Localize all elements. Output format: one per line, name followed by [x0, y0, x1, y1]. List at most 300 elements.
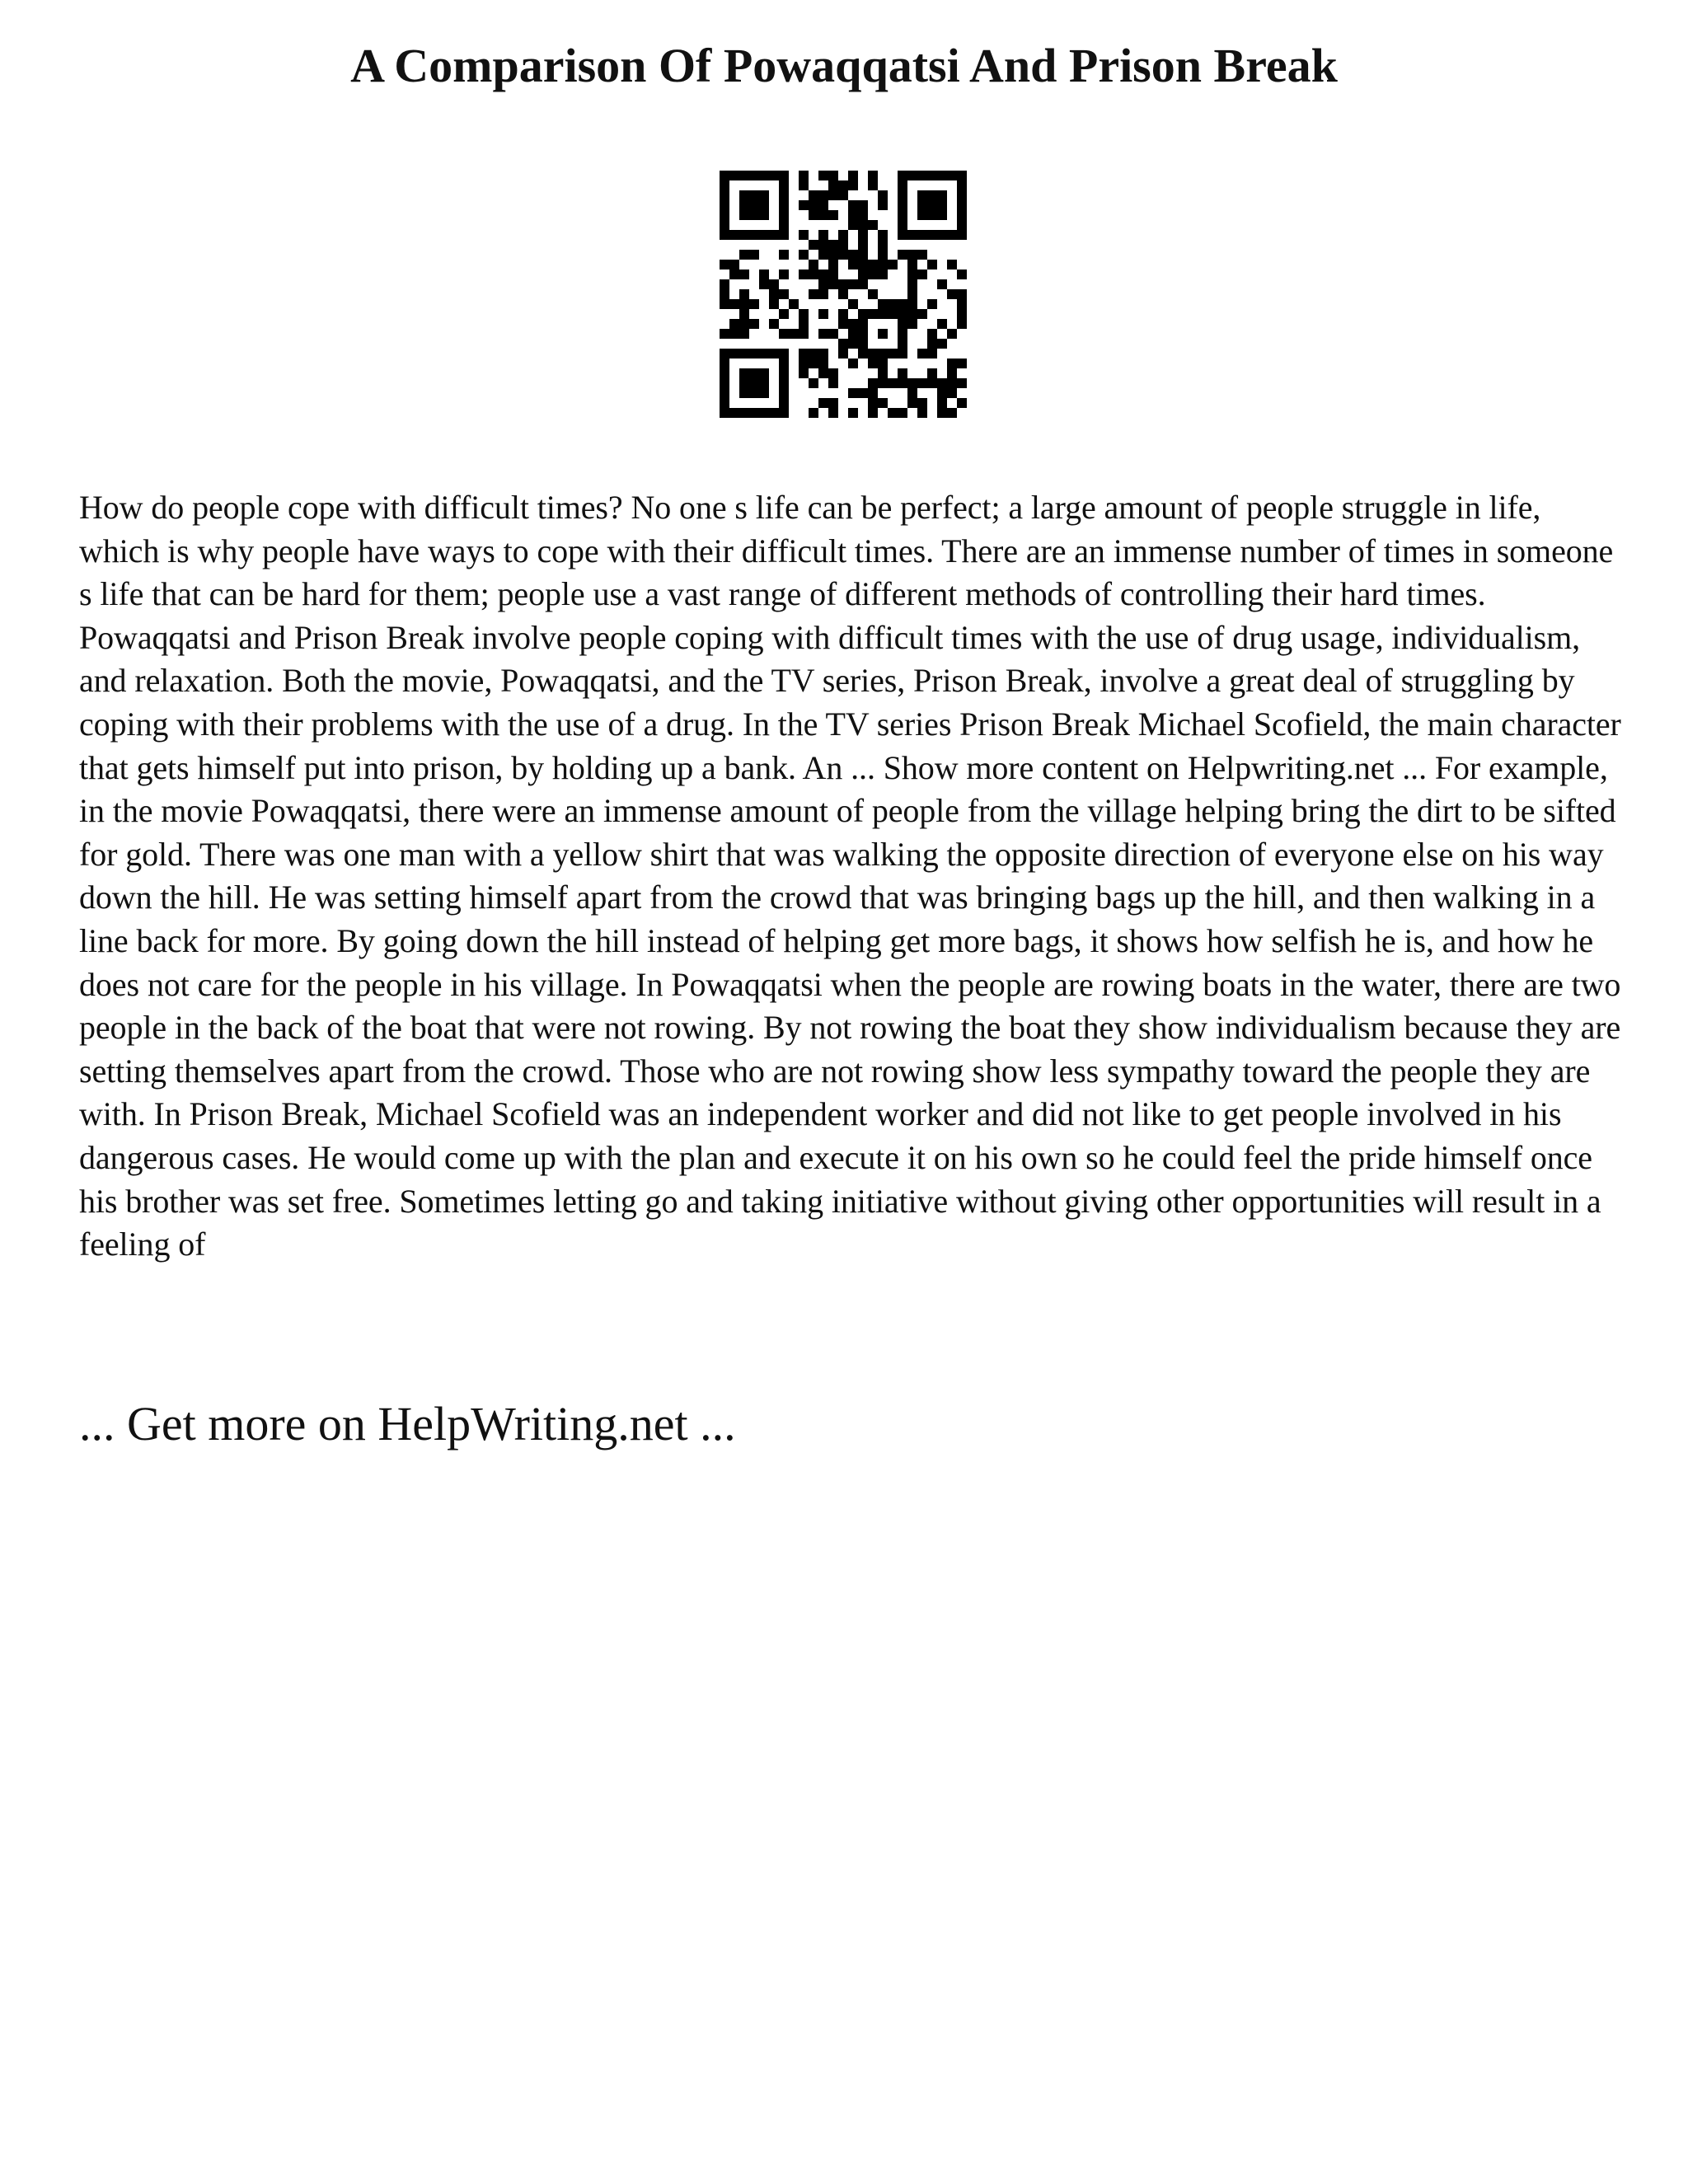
qr-module	[957, 319, 967, 329]
qr-module	[927, 210, 937, 220]
qr-module	[947, 408, 957, 418]
qr-module	[898, 230, 907, 240]
qr-module	[720, 388, 729, 398]
qr-module	[739, 408, 749, 418]
qr-module	[848, 210, 858, 220]
qr-module	[868, 289, 878, 299]
qr-module	[818, 359, 828, 368]
qr-module	[818, 349, 828, 359]
qr-module	[818, 398, 828, 408]
qr-module	[828, 398, 838, 408]
qr-module	[729, 299, 739, 309]
qr-module	[828, 260, 838, 269]
qr-module	[888, 309, 898, 319]
qr-module	[858, 210, 868, 220]
qr-module	[749, 368, 759, 378]
qr-module	[828, 171, 838, 180]
document-title: A Comparison Of Powaqqatsi And Prison Break	[350, 39, 1338, 92]
qr-module	[720, 368, 729, 378]
qr-module	[759, 279, 769, 289]
qr-module	[739, 250, 749, 260]
qr-module	[947, 230, 957, 240]
qr-module	[769, 279, 779, 289]
qr-module	[769, 349, 779, 359]
qr-module	[838, 309, 848, 319]
qr-module	[779, 289, 789, 299]
qr-module	[779, 388, 789, 398]
qr-module	[769, 171, 779, 180]
qr-module	[779, 368, 789, 378]
qr-module	[759, 349, 769, 359]
qr-module	[720, 408, 729, 418]
qr-module	[858, 220, 868, 230]
qr-module	[749, 230, 759, 240]
qr-module	[720, 378, 729, 388]
qr-module	[858, 319, 868, 329]
qr-module	[957, 171, 967, 180]
qr-module	[898, 319, 907, 329]
qr-module	[720, 230, 729, 240]
qr-module	[858, 279, 868, 289]
qr-module	[878, 250, 888, 260]
qr-module	[927, 329, 937, 339]
qr-module	[907, 388, 917, 398]
qr-module	[907, 289, 917, 299]
qr-module	[809, 210, 818, 220]
qr-module	[848, 388, 858, 398]
qr-module	[898, 250, 907, 260]
qr-module	[878, 269, 888, 279]
qr-module	[868, 269, 878, 279]
qr-module	[739, 269, 749, 279]
qr-module	[720, 289, 729, 299]
qr-module	[779, 220, 789, 230]
qr-module	[729, 319, 739, 329]
qr-module	[818, 329, 828, 339]
qr-module	[838, 339, 848, 349]
qr-module	[907, 319, 917, 329]
qr-module	[858, 230, 868, 240]
qr-module	[818, 250, 828, 260]
qr-module	[838, 319, 848, 329]
qr-module	[848, 200, 858, 210]
qr-module	[828, 368, 838, 378]
qr-module	[907, 250, 917, 260]
qr-module	[868, 220, 878, 230]
qr-module	[878, 230, 888, 240]
qr-module	[729, 171, 739, 180]
qr-module	[878, 299, 888, 309]
qr-module	[779, 180, 789, 190]
qr-module	[759, 200, 769, 210]
qr-module	[917, 200, 927, 210]
qr-module	[848, 260, 858, 269]
qr-module	[907, 309, 917, 319]
qr-module	[828, 329, 838, 339]
qr-module	[789, 299, 799, 309]
qr-module	[848, 408, 858, 418]
qr-module	[937, 279, 947, 289]
qr-module	[868, 349, 878, 359]
qr-module	[898, 368, 907, 378]
qr-module	[947, 388, 957, 398]
qr-module	[799, 329, 809, 339]
qr-module	[878, 240, 888, 250]
qr-module	[729, 269, 739, 279]
qr-module	[907, 260, 917, 269]
qr-module	[729, 408, 739, 418]
qr-module	[779, 309, 789, 319]
qr-module	[729, 329, 739, 339]
qr-module	[868, 359, 878, 368]
qr-code-icon[interactable]	[720, 171, 967, 418]
qr-module	[858, 329, 868, 339]
qr-module	[818, 309, 828, 319]
qr-module	[809, 289, 818, 299]
qr-module	[779, 329, 789, 339]
qr-module	[937, 210, 947, 220]
qr-module	[749, 299, 759, 309]
qr-module	[848, 180, 858, 190]
qr-module	[917, 210, 927, 220]
qr-module	[898, 220, 907, 230]
qr-module	[759, 190, 769, 200]
qr-module	[878, 190, 888, 200]
qr-module	[838, 279, 848, 289]
qr-module	[739, 388, 749, 398]
qr-module	[739, 349, 749, 359]
qr-module	[779, 190, 789, 200]
qr-module	[720, 190, 729, 200]
qr-module	[937, 339, 947, 349]
qr-module	[868, 171, 878, 180]
qr-module	[799, 368, 809, 378]
qr-module	[809, 359, 818, 368]
qr-module	[947, 289, 957, 299]
qr-module	[878, 309, 888, 319]
qr-module	[838, 289, 848, 299]
qr-module	[888, 408, 898, 418]
qr-module	[749, 319, 759, 329]
qr-module	[739, 309, 749, 319]
qr-module	[848, 319, 858, 329]
qr-module	[937, 171, 947, 180]
qr-module	[927, 378, 937, 388]
qr-module	[759, 388, 769, 398]
qr-module	[809, 240, 818, 250]
qr-module	[947, 368, 957, 378]
qr-module	[720, 210, 729, 220]
qr-module	[898, 309, 907, 319]
qr-module	[848, 171, 858, 180]
qr-module	[809, 260, 818, 269]
qr-module	[739, 378, 749, 388]
qr-module	[957, 269, 967, 279]
qr-module	[749, 190, 759, 200]
qr-module	[858, 388, 868, 398]
qr-module	[898, 190, 907, 200]
qr-module	[828, 250, 838, 260]
qr-module	[809, 349, 818, 359]
qr-module	[818, 190, 828, 200]
qr-module	[848, 250, 858, 260]
qr-module	[898, 171, 907, 180]
qr-module	[878, 329, 888, 339]
qr-module	[739, 319, 749, 329]
qr-module	[779, 200, 789, 210]
qr-module	[809, 378, 818, 388]
qr-module	[739, 200, 749, 210]
qr-module	[917, 250, 927, 260]
qr-module	[769, 408, 779, 418]
qr-module	[957, 190, 967, 200]
qr-module	[888, 260, 898, 269]
qr-module	[749, 210, 759, 220]
qr-module	[878, 200, 888, 210]
qr-module	[828, 269, 838, 279]
qr-module	[878, 359, 888, 368]
qr-module	[779, 230, 789, 240]
qr-module	[937, 408, 947, 418]
qr-module	[838, 349, 848, 359]
qr-module	[957, 200, 967, 210]
qr-module	[838, 180, 848, 190]
qr-module	[739, 329, 749, 339]
qr-module	[779, 250, 789, 260]
qr-module	[957, 289, 967, 299]
qr-module	[720, 349, 729, 359]
qr-module	[957, 230, 967, 240]
qr-module	[809, 200, 818, 210]
qr-module	[828, 190, 838, 200]
document-body: How do people cope with difficult times? No one s life can be perfect; a large amount of people struggle in life, which is why people have ways to cope with their difficult times. There are an immense number of times in someone s life that can be hard for them; people use a vast range of different methods of controlling their hard times. Powaqqatsi and Prison Break involve people coping with difficult times with the use of drug usage, individualism, and relaxation. Both the movie, Powaqqatsi, and the TV series, Prison Break, involve a great deal of struggling by coping with their problems with the use of a drug. In the TV series Prison Break Michael Scofield, the main character that gets himself put into prison, by holding up a bank. An ... Show more content on Helpwriting.net ... For example, in the movie Powaqqatsi, there were an immense amount of people from the village helping bring the dirt to be sifted for gold. There was one man with a yellow shirt that was walking the opposite direction of everyone else on his way down the hill. He was setting himself apart from the crowd that was bringing bags up the hill, and then walking in a line back for more. By going down the hill instead of helping get more bags, it shows how selfish he is, and how he does not care for the people in his village. In Powaqqatsi when the people are rowing boats in the water, there are two people in the back of the boat that were not rowing. By not rowing the boat they show individualism because they are setting themselves apart from the crowd. Those who are not rowing show less sympathy toward the people they are with. In Prison Break, Michael Scofield was an independent worker and did not like to get people involved in his dangerous cases. He would come up with the plan and execute it on his own so he could feel the pride himself once his brother was set free. Sometimes letting go and taking initiative without giving other opportunities will result in a feeling of	[79, 489, 1621, 1263]
qr-module	[759, 408, 769, 418]
qr-module	[809, 408, 818, 418]
qr-module	[888, 299, 898, 309]
qr-module	[868, 309, 878, 319]
qr-module	[720, 279, 729, 289]
qr-module	[927, 171, 937, 180]
qr-module	[917, 309, 927, 319]
qr-module	[927, 190, 937, 200]
get-more-link[interactable]: ... Get more on HelpWriting.net ...	[79, 1397, 736, 1451]
qr-module	[957, 398, 967, 408]
qr-module	[779, 269, 789, 279]
qr-module	[947, 378, 957, 388]
qr-module	[749, 171, 759, 180]
qr-module	[759, 230, 769, 240]
qr-module	[858, 260, 868, 269]
qr-module	[789, 329, 799, 339]
qr-module	[818, 240, 828, 250]
qr-module	[818, 200, 828, 210]
qr-module	[947, 171, 957, 180]
qr-module	[809, 269, 818, 279]
qr-module	[957, 220, 967, 230]
qr-module	[898, 378, 907, 388]
qr-module	[898, 329, 907, 339]
qr-module	[917, 398, 927, 408]
qr-module	[878, 260, 888, 269]
qr-module	[957, 180, 967, 190]
qr-module	[828, 279, 838, 289]
qr-module	[818, 210, 828, 220]
qr-module	[848, 359, 858, 368]
qr-module	[818, 368, 828, 378]
qr-module	[759, 210, 769, 220]
qr-module	[858, 339, 868, 349]
qr-module	[848, 339, 858, 349]
qr-module	[917, 171, 927, 180]
qr-module	[917, 408, 927, 418]
qr-module	[799, 349, 809, 359]
qr-module	[749, 378, 759, 388]
qr-module	[868, 260, 878, 269]
qr-module	[818, 171, 828, 180]
qr-module	[720, 398, 729, 408]
qr-module	[907, 398, 917, 408]
qr-module	[759, 368, 769, 378]
qr-module	[957, 309, 967, 319]
qr-module	[957, 378, 967, 388]
qr-module	[917, 269, 927, 279]
qr-module	[888, 378, 898, 388]
qr-module	[947, 329, 957, 339]
qr-module	[720, 220, 729, 230]
qr-module	[818, 269, 828, 279]
qr-module	[927, 260, 937, 269]
qr-module	[749, 200, 759, 210]
qr-module	[927, 230, 937, 240]
qr-module	[898, 299, 907, 309]
qr-module	[779, 210, 789, 220]
qr-module	[799, 309, 809, 319]
qr-module	[858, 250, 868, 260]
qr-module	[927, 368, 937, 378]
qr-module	[927, 299, 937, 309]
qr-module	[720, 180, 729, 190]
qr-module	[848, 329, 858, 339]
qr-module	[799, 269, 809, 279]
qr-module	[838, 250, 848, 260]
qr-module	[907, 378, 917, 388]
qr-module	[779, 378, 789, 388]
qr-module	[917, 190, 927, 200]
qr-module	[828, 240, 838, 250]
qr-module	[937, 388, 947, 398]
qr-module	[749, 388, 759, 398]
qr-module	[799, 171, 809, 180]
qr-module	[720, 359, 729, 368]
qr-module	[799, 200, 809, 210]
qr-module	[858, 200, 868, 210]
qr-module	[917, 349, 927, 359]
qr-module	[888, 349, 898, 359]
qr-module	[809, 190, 818, 200]
qr-module	[937, 200, 947, 210]
qr-module	[907, 171, 917, 180]
qr-module	[799, 359, 809, 368]
qr-module	[917, 230, 927, 240]
qr-module	[828, 180, 838, 190]
qr-module	[739, 289, 749, 299]
qr-module	[868, 408, 878, 418]
qr-module	[878, 349, 888, 359]
qr-module	[729, 349, 739, 359]
qr-module	[799, 250, 809, 260]
qr-module	[720, 299, 729, 309]
qr-module	[749, 250, 759, 260]
qr-module	[937, 230, 947, 240]
qr-module	[848, 220, 858, 230]
qr-module	[749, 349, 759, 359]
qr-module	[720, 171, 729, 180]
qr-module	[739, 299, 749, 309]
qr-module	[739, 171, 749, 180]
qr-module	[937, 319, 947, 329]
qr-module	[898, 408, 907, 418]
qr-module	[868, 378, 878, 388]
qr-module	[749, 408, 759, 418]
qr-module	[779, 349, 789, 359]
qr-module	[898, 210, 907, 220]
qr-module	[947, 260, 957, 269]
qr-module	[898, 339, 907, 349]
qr-module	[927, 349, 937, 359]
qr-module	[739, 230, 749, 240]
qr-module	[759, 171, 769, 180]
qr-module	[898, 200, 907, 210]
qr-module	[858, 309, 868, 319]
qr-module	[779, 359, 789, 368]
qr-module	[878, 368, 888, 378]
qr-module	[907, 279, 917, 289]
qr-module	[799, 230, 809, 240]
qr-module	[907, 299, 917, 309]
qr-module	[878, 378, 888, 388]
qr-module	[818, 289, 828, 299]
qr-module	[779, 408, 789, 418]
qr-module	[818, 230, 828, 240]
qr-module	[858, 349, 868, 359]
qr-module	[828, 210, 838, 220]
qr-module	[799, 180, 809, 190]
qr-module	[868, 398, 878, 408]
qr-module	[720, 200, 729, 210]
qr-module	[729, 260, 739, 269]
qr-module	[927, 339, 937, 349]
qr-module	[957, 359, 967, 368]
qr-module	[818, 279, 828, 289]
qr-module	[720, 260, 729, 269]
qr-module	[828, 408, 838, 418]
qr-module	[739, 368, 749, 378]
qr-module	[907, 230, 917, 240]
qr-module	[917, 378, 927, 388]
qr-module	[779, 398, 789, 408]
qr-module	[838, 240, 848, 250]
qr-module	[907, 269, 917, 279]
qr-module	[769, 230, 779, 240]
qr-module	[759, 269, 769, 279]
qr-module	[828, 378, 838, 388]
qr-module	[858, 240, 868, 250]
qr-module	[937, 398, 947, 408]
qr-module	[838, 190, 848, 200]
qr-module	[759, 378, 769, 388]
qr-module	[878, 398, 888, 408]
qr-module	[858, 269, 868, 279]
